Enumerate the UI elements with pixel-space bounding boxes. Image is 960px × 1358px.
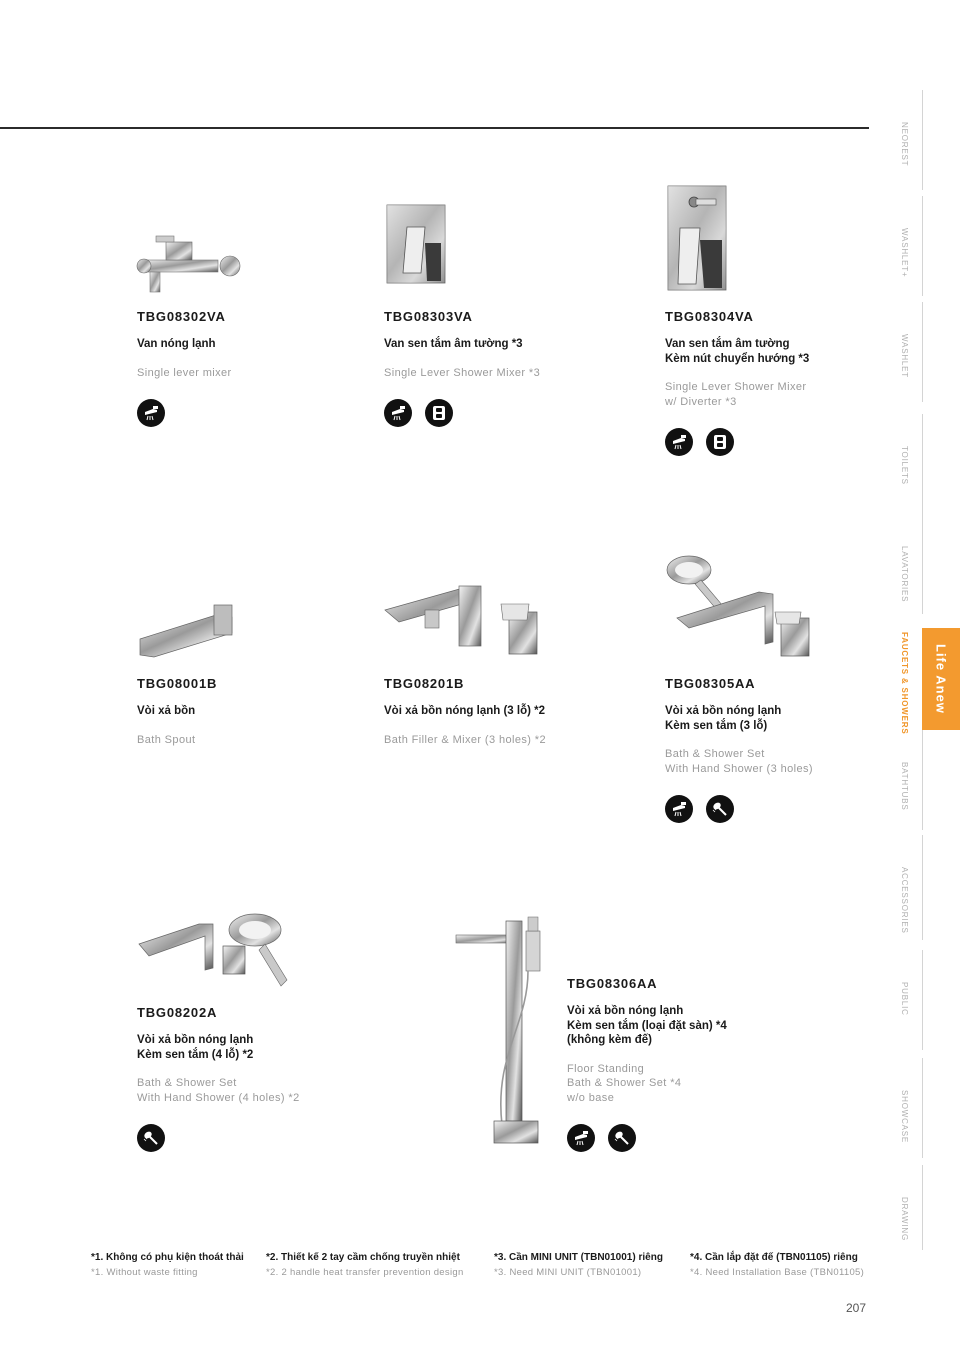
product-code: TBG08201B	[384, 676, 465, 691]
footnote-vn: *1. Không có phụ kiện thoát thải	[91, 1252, 244, 1263]
top-rule	[0, 127, 869, 129]
sidebar-divider	[922, 1058, 923, 1158]
vn-line: Van sen tắm âm tường	[665, 338, 790, 350]
sidebar-item-label: LAVATORIES	[900, 546, 909, 603]
sidebar-item-label: TOILETS	[900, 446, 909, 485]
product-tbg08202a	[137, 1005, 300, 1152]
feature-icons	[665, 795, 813, 823]
vn-line: Van nóng lạnh	[137, 338, 216, 350]
product-tbg08304va	[665, 309, 809, 456]
sidebar-item-washlet[interactable]	[896, 302, 922, 402]
sidebar-item-label: PUBLIC	[900, 982, 909, 1016]
mixer-icon	[665, 428, 693, 456]
product-image-tbg08201b	[383, 580, 549, 658]
en-line: Bath & Shower Set	[137, 1077, 237, 1089]
product-name-en	[665, 380, 809, 409]
sidebar-item-label: ACCESSORIES	[900, 867, 909, 934]
en-line: With Hand Shower (3 holes)	[665, 762, 813, 775]
footnote-vn: *4. Cần lắp đặt đế (TBN01105) riêng	[690, 1252, 858, 1263]
product-image-tbg08302va	[136, 230, 242, 300]
sidebar-item-label: NEOREST	[900, 122, 909, 167]
footnote-1	[91, 1252, 244, 1278]
sidebar-item-toilets[interactable]	[896, 414, 922, 514]
product-name-vn	[137, 1033, 300, 1062]
product-tbg08201b	[384, 676, 546, 747]
sidebar-item-label: SHOWCASE	[900, 1090, 909, 1144]
sidebar-item-lavatories[interactable]	[896, 514, 922, 614]
mini-unit-icon	[425, 399, 453, 427]
footnote-en: *2. 2 handle heat transfer prevention design	[266, 1267, 464, 1278]
product-image-tbg08304va	[666, 184, 728, 292]
sidebar-divider	[922, 950, 923, 1050]
mixer-icon	[567, 1124, 595, 1152]
footnote-en: *4. Need Installation Base (TBN01105)	[690, 1267, 865, 1278]
footnote-en: *3. Need MINI UNIT (TBN01001)	[494, 1267, 642, 1278]
feature-icons	[567, 1124, 727, 1152]
product-name-en	[137, 366, 232, 381]
product-code: TBG08302VA	[137, 309, 226, 324]
footnote-4	[690, 1252, 864, 1278]
en-line: Single lever mixer	[137, 366, 232, 379]
sidebar-item-neorest[interactable]	[896, 90, 922, 190]
sidebar-item-washlet-plus[interactable]	[896, 196, 922, 296]
footnote-2	[266, 1252, 464, 1278]
sidebar-item-label: BATHTUBS	[900, 762, 909, 811]
sidebar-item-accessories[interactable]	[896, 835, 922, 940]
mixer-icon	[384, 399, 412, 427]
product-name-en	[137, 733, 217, 748]
sidebar-item-label: DRAWING	[900, 1197, 909, 1241]
sidebar-item-drawing[interactable]	[896, 1165, 922, 1250]
sidebar-divider	[922, 196, 923, 296]
product-image-tbg08306aa	[454, 915, 550, 1149]
product-name-en	[384, 733, 546, 748]
sidebar-divider	[922, 835, 923, 940]
footnote-3	[494, 1252, 663, 1278]
product-name-vn	[137, 704, 217, 719]
product-tbg08305aa	[665, 676, 813, 823]
product-name-vn	[665, 704, 813, 733]
product-code: TBG08305AA	[665, 676, 756, 691]
en-line: Single Lever Shower Mixer	[665, 381, 807, 393]
sidebar-item-showcase[interactable]	[896, 1058, 922, 1158]
vn-line: Vòi xả bồn nóng lạnh	[137, 1034, 254, 1046]
sidebar-item-bathtubs[interactable]	[896, 730, 922, 830]
product-name-en	[567, 1062, 727, 1106]
sidebar-item-faucets-showers[interactable]	[896, 600, 922, 735]
footnote-en: *1. Without waste fitting	[91, 1267, 198, 1278]
product-name-vn	[384, 337, 540, 352]
mixer-icon	[137, 399, 165, 427]
sidebar-divider	[922, 1165, 923, 1250]
product-code: TBG08304VA	[665, 309, 754, 324]
en-line: Bath Filler & Mixer (3 holes) *2	[384, 733, 546, 746]
vn-line: Vòi xả bồn nóng lạnh (3 lỗ) *2	[384, 705, 546, 717]
page-number: 207	[846, 1301, 867, 1315]
product-name-vn	[567, 1004, 727, 1048]
sidebar-item-label: FAUCETS & SHOWERS	[900, 632, 909, 735]
life-anew-label: Life Anew	[933, 644, 949, 714]
mixer-icon	[665, 795, 693, 823]
mini-unit-icon	[706, 428, 734, 456]
vn-line: Kèm nút chuyển hướng *3	[665, 352, 810, 365]
sidebar-divider	[922, 90, 923, 190]
product-code: TBG08306AA	[567, 976, 658, 991]
product-code: TBG08303VA	[384, 309, 473, 324]
product-name-vn	[137, 337, 232, 352]
en-line: Bath & Shower Set	[665, 748, 765, 760]
product-name-en	[137, 1076, 300, 1105]
vn-line: Kèm sen tắm (3 lỗ)	[665, 719, 768, 732]
en-line: w/ Diverter *3	[665, 395, 737, 408]
sidebar-divider	[922, 514, 923, 614]
en-line: Bath & Shower Set *4	[567, 1077, 682, 1089]
life-anew-tab	[922, 628, 960, 730]
product-image-tbg08001b	[136, 603, 234, 659]
sidebar-divider	[922, 414, 923, 514]
product-code: TBG08001B	[137, 676, 218, 691]
sidebar-item-public[interactable]	[896, 950, 922, 1050]
feature-icons	[137, 399, 232, 427]
vn-line: Vòi xả bồn nóng lạnh	[665, 705, 782, 717]
en-line: Bath Spout	[137, 733, 196, 746]
product-image-tbg08202a	[137, 910, 295, 992]
product-name-vn	[384, 704, 546, 719]
sidebar-divider	[922, 730, 923, 830]
sidebar-divider	[922, 302, 923, 402]
en-line: w/o base	[567, 1091, 615, 1104]
product-image-tbg08305aa	[665, 552, 813, 660]
en-line: With Hand Shower (4 holes) *2	[137, 1091, 300, 1104]
en-line: Floor Standing	[567, 1062, 645, 1075]
hand-shower-icon	[608, 1124, 636, 1152]
product-name-en	[665, 747, 813, 776]
product-name-en	[384, 366, 540, 381]
en-line: Single Lever Shower Mixer *3	[384, 366, 541, 379]
sidebar-item-label: WASHLET	[900, 334, 909, 378]
feature-icons	[384, 399, 540, 427]
product-code: TBG08202A	[137, 1005, 218, 1020]
product-name-vn	[665, 337, 809, 366]
product-tbg08303va	[384, 309, 540, 427]
feature-icons	[665, 428, 809, 456]
vn-line: (không kèm đế)	[567, 1034, 652, 1046]
vn-line: Kèm sen tắm (loại đặt sàn) *4	[567, 1019, 727, 1032]
vn-line: Kèm sen tắm (4 lỗ) *2	[137, 1048, 254, 1061]
vn-line: Van sen tắm âm tường *3	[384, 338, 523, 350]
product-tbg08302va	[137, 309, 232, 427]
feature-icons	[137, 1124, 300, 1152]
vn-line: Vòi xả bồn nóng lạnh	[567, 1005, 684, 1017]
product-image-tbg08303va	[385, 203, 447, 285]
product-tbg08306aa	[567, 976, 727, 1152]
vn-line: Vòi xả bồn	[137, 705, 196, 717]
footnote-vn: *2. Thiết kế 2 tay cầm chống truyền nhiệt	[266, 1252, 460, 1263]
sidebar-item-label: WASHLET+	[900, 228, 909, 278]
hand-shower-icon	[706, 795, 734, 823]
footnote-vn: *3. Cần MINI UNIT (TBN01001) riêng	[494, 1252, 663, 1263]
hand-shower-icon	[137, 1124, 165, 1152]
product-tbg08001b	[137, 676, 217, 747]
